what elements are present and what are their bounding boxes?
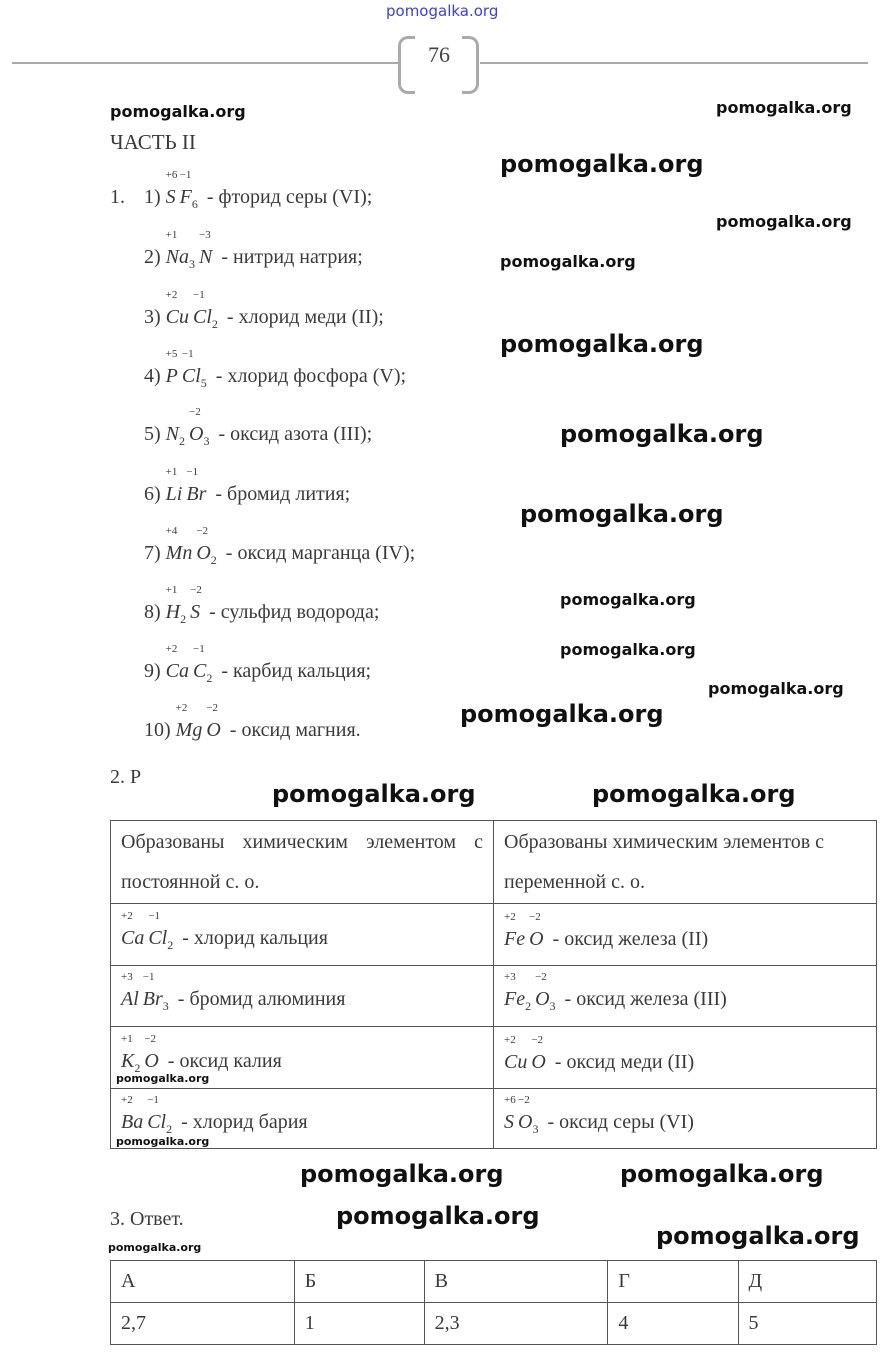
table-row [111,904,877,966]
table-cell [494,966,877,1027]
subscript: 2 [166,1121,173,1136]
table-row [111,1303,877,1345]
table-row [111,1027,877,1089]
oxidation-state: −1 [147,1093,159,1106]
chemical-formula [504,911,548,951]
chemical-formula [165,348,211,391]
table-row [111,966,877,1027]
watermark: pomogalka.org [108,1241,202,1254]
watermark: pomogalka.org [708,679,844,698]
chemical-formula [165,466,211,506]
oxidation-state: +6 [165,169,178,181]
element-symbol: P +5 [165,348,178,387]
element-symbol: $C_2$ −1 [193,643,213,685]
table-cell [494,1089,877,1149]
table-row [111,1089,877,1149]
oxidation-state: +2 [165,643,178,655]
oxidation-state: +2 [504,1034,516,1046]
page-number: 76 [428,42,450,67]
oxidation-state: −1 [193,289,205,301]
table-cell [111,966,494,1027]
chemical-formula [504,1093,542,1137]
item-number: 8) [144,601,166,623]
subscript: 2 [179,434,186,448]
table-header-row [111,821,877,904]
watermark: pomogalka.org [560,640,696,659]
answer-g: 4 [608,1303,738,1345]
subscript: 2 [134,1060,141,1075]
element-symbol: Fe +2 [504,911,526,950]
chemical-formula [121,1093,176,1137]
element-symbol: $Na_3$ +1 [165,229,196,271]
list-item [144,525,416,568]
item-description: - хлорид меди (II); [226,306,384,328]
element-symbol: Br −1 [186,466,207,505]
watermark: pomogalka.org [460,700,664,728]
oxidation-state: +2 [165,289,178,301]
oxidation-state: +1 [165,466,178,478]
item-number: 2) [144,246,166,268]
item-description: - фторид серы (VI); [206,186,373,208]
subscript: 3 [189,257,196,271]
element-symbol: $Fe_2$ +3 [504,971,532,1013]
element-symbol: Mg +2 [175,702,203,741]
oxidation-state: +1 [121,1032,133,1045]
chemical-formula [165,289,222,332]
compound-name: - хлорид кальция [182,926,328,949]
subscript: 6 [191,197,198,211]
item-description: - карбид кальция; [221,660,372,682]
element-symbol: $H_2$ +1 [165,584,187,626]
element-symbol: $O_2$ −2 [196,525,217,567]
oxidation-state: −1 [148,909,161,922]
item-description: - нитрид натрия; [221,246,363,268]
item-description: - оксид азота (III); [218,423,373,445]
element-symbol: Ca +2 [121,909,145,949]
subscript: 3 [532,1121,539,1136]
oxidation-state: +2 [121,1093,133,1106]
task3-table [110,1260,877,1345]
header-g: Г [608,1261,738,1303]
header-variable: Образованы химическим элементов с переменной с. о. [494,821,877,904]
list-item [144,643,372,686]
compound-name: - оксид железа (III) [564,988,727,1010]
chemical-formula [121,909,177,953]
oxidation-state: −2 [196,525,209,537]
item-number: 6) [144,483,166,505]
element-symbol: Cu +2 [504,1034,528,1073]
oxidation-state: +3 [504,971,516,983]
oxidation-state: −2 [529,911,541,923]
item-number: 3) [144,306,166,328]
element-symbol: Ba +2 [121,1093,144,1133]
subscript: 3 [549,999,556,1013]
oxidation-state: +1 [165,584,178,596]
element-symbol: $O_3$ −2 [189,406,210,448]
oxidation-state: +2 [121,909,133,922]
element-symbol: S +6 [504,1093,516,1133]
compound-name: - оксид меди (II) [554,1051,695,1073]
list-item [144,289,384,332]
table-cell [494,904,877,966]
element-symbol: $Cl_5$ −1 [181,348,207,390]
item-number: 10) [144,719,176,741]
element-symbol: O −2 [206,702,221,741]
answer-v: 2,3 [424,1303,608,1345]
subscript: 5 [200,376,207,390]
element-symbol: O −2 [531,1034,546,1073]
element-symbol: N −3 [199,229,213,268]
element-symbol: O −2 [144,1032,159,1072]
oxidation-state: −1 [193,643,205,655]
oxidation-state: +3 [121,971,133,983]
table-cell [494,1027,877,1089]
oxidation-state: −2 [144,1032,157,1045]
header-constant: Образованы химическим элементом с постоянной с. о. [111,821,494,904]
oxidation-state: +2 [504,911,516,923]
list-item [144,229,363,272]
item-description: - сульфид водорода; [209,601,380,623]
oxidation-state: +6 [504,1093,516,1106]
answer-b: 1 [294,1303,424,1345]
watermark: pomogalka.org [272,780,476,808]
chemical-formula [165,406,214,449]
chemical-formula [121,971,173,1014]
watermark: pomogalka.org [560,590,696,609]
compound-name: - оксид калия [167,1049,282,1072]
table-header-row [111,1261,877,1303]
oxidation-state: +5 [165,348,178,360]
element-symbol: S −2 [190,584,202,623]
element-symbol: O −2 [529,911,544,950]
oxidation-state: +2 [175,702,188,714]
oxidation-state: −2 [535,971,547,983]
oxidation-state: −2 [518,1093,530,1106]
element-symbol: $Cl_2$ −1 [193,289,218,331]
task2-table [110,820,877,1149]
header-b: Б [294,1261,424,1303]
element-symbol: S +6 [165,169,178,208]
chemical-formula [175,702,225,742]
watermark: pomogalka.org [116,1135,210,1148]
item-number: 5) [144,423,166,445]
oxidation-state: −2 [206,702,219,714]
oxidation-state: −2 [189,406,201,418]
list-item [144,348,407,391]
element-symbol: $O_3$ −2 [518,1093,539,1136]
subscript: 2 [525,999,532,1013]
element-symbol: Li +1 [165,466,183,505]
list-item [144,584,380,627]
element-symbol: Cu +2 [165,289,190,328]
oxidation-state: −2 [190,584,202,596]
header-a: А [111,1261,295,1303]
watermark: pomogalka.org [300,1160,504,1188]
element-symbol: $O_3$ −2 [535,971,556,1013]
watermark: pomogalka.org [110,102,246,121]
watermark: pomogalka.org [716,212,852,231]
item-description: - оксид магния. [229,719,361,741]
element-symbol: $Cl_2$ −1 [147,1093,173,1136]
subscript: 3 [203,434,210,448]
compound-name: - оксид железа (II) [552,928,709,950]
oxidation-state: −1 [179,169,192,181]
list-item [144,406,373,449]
header-v: В [424,1261,608,1303]
subscript: 3 [162,999,169,1013]
chemical-formula [165,525,221,568]
watermark: pomogalka.org [500,252,636,271]
item-description: - хлорид фосфора (V); [215,365,407,387]
element-symbol: Al +3 [121,971,139,1010]
subscript: 2 [211,317,218,331]
element-symbol: $Cl_2$ −1 [148,909,174,952]
item-description: - бромид лития; [215,483,351,505]
task2-label: 2. Р [110,766,142,788]
item-description: - оксид марганца (IV); [225,542,416,564]
header-rule-right [480,62,868,64]
oxidation-state: −1 [142,971,155,983]
header-d: Д [738,1261,877,1303]
element-symbol: $Br_3$ −1 [142,971,169,1013]
task3-label: 3. Ответ. [110,1208,184,1230]
oxidation-state: +4 [165,525,178,537]
chemical-formula [504,1034,550,1074]
item-number: 4) [144,365,166,387]
list-item [144,466,351,506]
chemical-formula [504,971,560,1014]
watermark: pomogalka.org [500,330,704,358]
oxidation-state: +1 [165,229,178,241]
subscript: 2 [206,671,213,685]
oxidation-state: −1 [181,348,194,360]
watermark: pomogalka.org [716,98,852,117]
watermark: pomogalka.org [116,1072,210,1085]
table-cell [111,904,494,966]
element-symbol: $F_6$ −1 [179,169,198,211]
list-item [144,702,361,742]
header-rule-left [12,62,398,64]
chemical-formula [165,643,217,686]
element-symbol: $N_2$ [165,423,186,448]
section-title: ЧАСТЬ II [110,130,196,154]
element-symbol: $K_2$ +1 [121,1032,141,1075]
watermark: pomogalka.org [336,1202,540,1230]
subscript: 2 [167,937,174,952]
element-symbol: Ca +2 [165,643,190,682]
watermark: pomogalka.org [620,1160,824,1188]
compound-name: - оксид серы (VI) [547,1110,694,1133]
watermark: pomogalka.org [500,150,704,178]
watermark: pomogalka.org [592,780,796,808]
watermark: pomogalka.org [520,500,724,528]
oxidation-state: −2 [531,1034,544,1046]
element-symbol: Mn +4 [165,525,193,564]
answer-d: 5 [738,1303,877,1345]
site-link[interactable]: pomogalka.org [386,2,499,20]
list-item [144,169,373,212]
item-number: 7) [144,542,166,564]
task1-number: 1. [110,186,125,208]
answer-a: 2,7 [111,1303,295,1345]
item-number: 9) [144,660,166,682]
chemical-formula [165,229,217,272]
subscript: 2 [210,553,217,567]
item-number: 1) [144,186,166,208]
chemical-formula [165,584,204,627]
watermark: pomogalka.org [560,420,764,448]
compound-name: - хлорид бария [181,1110,308,1133]
chemical-formula [165,169,202,212]
subscript: 2 [180,612,187,626]
watermark: pomogalka.org [656,1222,860,1250]
compound-name: - бромид алюминия [177,988,346,1010]
oxidation-state: −1 [186,466,199,478]
oxidation-state: −3 [199,229,211,241]
